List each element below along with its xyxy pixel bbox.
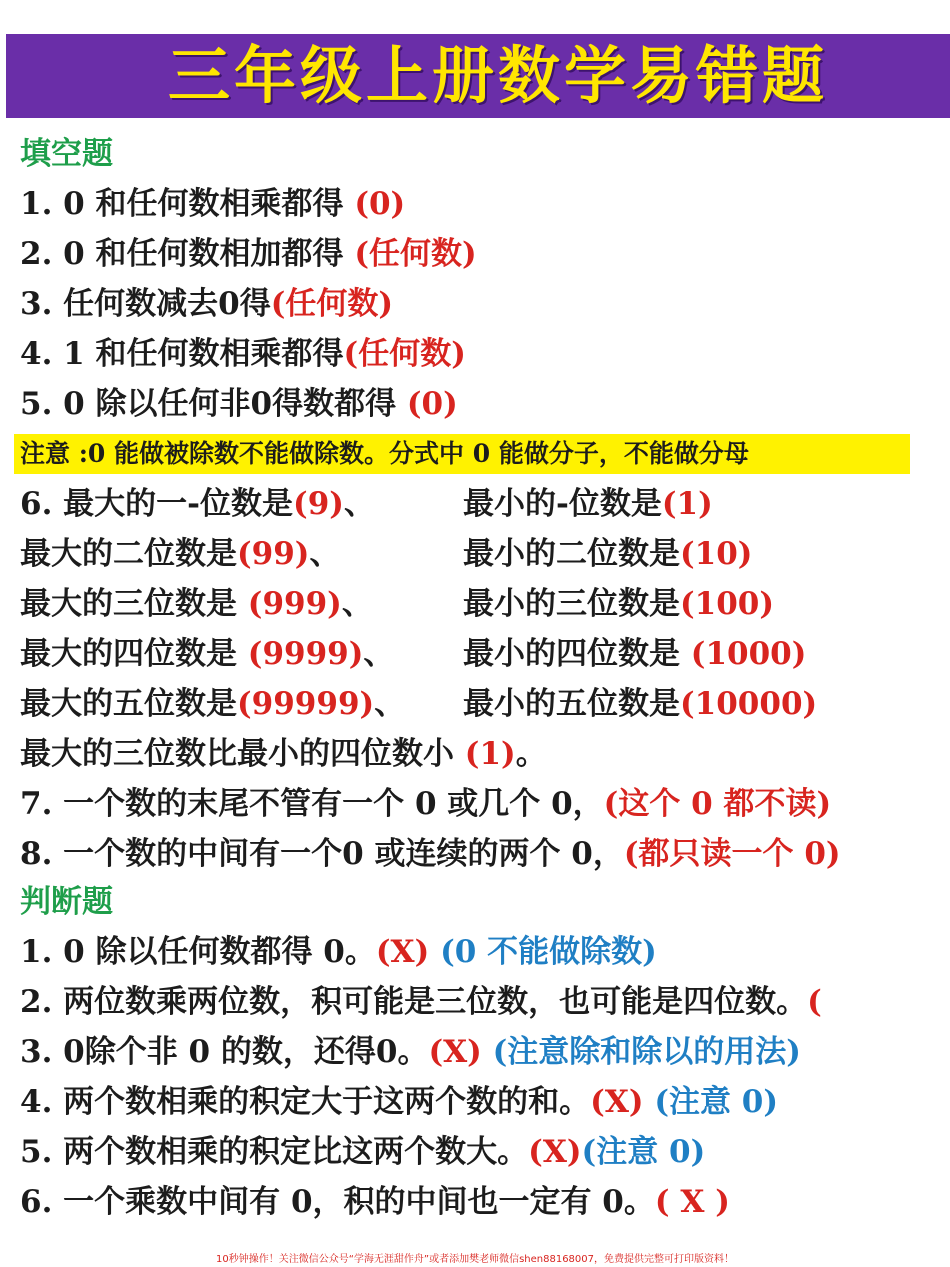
min-label: 最小的四位数是: [463, 636, 691, 672]
answer-text: (都只读一个 0): [623, 836, 841, 872]
question-text: 3. 0除个非 0 的数，还得0。: [20, 1034, 429, 1070]
judge-section-heading: 判断题: [20, 884, 113, 920]
diff-end: 。: [515, 736, 547, 772]
max-answer: (9999): [247, 636, 364, 672]
question-text: 1. 0 除以任何数都得 0。: [20, 934, 376, 970]
diff-answer: (1): [464, 736, 516, 772]
min-label: 最小的二位数是: [463, 536, 680, 572]
fill-item-6: 6. 最大的一-位数是(9)、 最小的-位数是(1): [20, 486, 713, 522]
judge-item-3: [20, 1032, 801, 1072]
question-text: 5. 0 除以任何非0得数都得: [20, 386, 407, 422]
hint-text: (注意除和除以的用法): [481, 1034, 801, 1070]
answer-text: (这个 0 都不读): [603, 786, 832, 822]
judge-item-2: [20, 982, 950, 1022]
diff-label: 最大的三位数比最小的四位数小: [20, 736, 465, 772]
answer-text: (0): [406, 386, 458, 422]
max-label: 最大的二位数是: [20, 536, 237, 572]
diff-row: [20, 734, 547, 774]
note-highlight: [14, 434, 910, 474]
question-text: 8. 一个数的中间有一个0 或连续的两个 0，: [20, 836, 624, 872]
judge-mark: (X): [375, 934, 430, 970]
max-label: 最大的五位数是: [20, 686, 237, 722]
answer-text: (任何数): [354, 236, 477, 272]
question-text: 4. 两个数相乘的积定大于这两个数的和。: [20, 1084, 591, 1120]
hint-text: (注意 0): [643, 1084, 779, 1120]
judge-mark: (X): [428, 1034, 482, 1070]
min-label: 最小的-位数是: [463, 486, 662, 522]
question-text: 2. 0 和任何数相加都得: [20, 236, 355, 272]
answer-text: (任何数): [270, 286, 394, 322]
judge-item-1: [20, 932, 657, 972]
question-text: 2. 两位数乘两位数，积可能是三位数，也可能是四位数。: [20, 984, 808, 1020]
min-answer: (1000): [690, 636, 807, 672]
question-text: 6. 一个乘数中间有 0，积的中间也一定有 0。: [20, 1184, 655, 1220]
judge-item-4: [20, 1082, 778, 1122]
fill-item-4: [20, 334, 466, 374]
min-answer: (10): [680, 536, 753, 572]
max-label: 最大的三位数是: [20, 586, 248, 622]
judge-item-5: [20, 1132, 705, 1172]
min-answer: (100): [680, 586, 775, 622]
question-text: 7. 一个数的末尾不管有一个 0 或几个 0，: [20, 786, 604, 822]
note-text: 注意 :0 能做被除数不能做除数。分式中 0 能做分子，不能做分母: [20, 439, 749, 468]
question-text: 5. 两个数相乘的积定比这两个数大。: [20, 1134, 529, 1170]
answer-text: (任何数): [343, 336, 466, 372]
footer-notice: 10秒钟操作！关注微信公众号“学海无涯甜作舟”或者添加樊老师微信shen88168007，免费提供完整可打印版资料！: [215, 1254, 735, 1265]
fill-item-7: [20, 784, 831, 824]
question-text: 3. 任何数减去0得: [20, 286, 271, 322]
fill-section-heading: 填空题: [20, 136, 113, 172]
max-label: 最大的四位数是: [20, 636, 248, 672]
judge-mark: (: [807, 984, 822, 1020]
min-label: 最小的五位数是: [463, 686, 680, 722]
fill-item-3: [20, 284, 393, 324]
page-title: 三年级上册数学易错题: [167, 39, 828, 112]
fill-item-8: [20, 834, 841, 874]
judge-mark: ( X ): [654, 1184, 730, 1220]
digit-row-3: 最大的三位数是 (999)、 最小的三位数是(100): [20, 586, 775, 622]
max-label: 6. 最大的一-位数是: [20, 486, 294, 522]
title-banner: [6, 34, 950, 118]
hint-text: (0 不能做除数): [429, 934, 657, 970]
judge-mark: (X): [528, 1134, 582, 1170]
fill-item-5: [20, 384, 458, 424]
digit-row-5: 最大的五位数是(99999)、 最小的五位数是(10000): [20, 686, 818, 722]
max-answer: (9): [293, 486, 344, 522]
judge-mark: (X): [590, 1084, 644, 1120]
max-answer: (99999): [237, 686, 375, 722]
digit-row-2: 最大的二位数是(99)、 最小的二位数是(10): [20, 536, 753, 572]
judge-item-6: [20, 1182, 730, 1222]
max-answer: (99): [237, 536, 310, 572]
question-text: 4. 1 和任何数相乘都得: [20, 336, 344, 372]
min-answer: (10000): [680, 686, 818, 722]
hint-text: (注意 0): [581, 1134, 706, 1170]
min-answer: (1): [661, 486, 713, 522]
digit-row-4: 最大的四位数是 (9999)、 最小的四位数是 (1000): [20, 636, 807, 672]
question-text: 1. 0 和任何数相乘都得: [20, 186, 355, 222]
answer-text: (0): [354, 186, 406, 222]
fill-item-1: [20, 184, 405, 224]
min-label: 最小的三位数是: [463, 586, 680, 622]
fill-item-2: [20, 234, 477, 274]
max-answer: (999): [247, 586, 342, 622]
